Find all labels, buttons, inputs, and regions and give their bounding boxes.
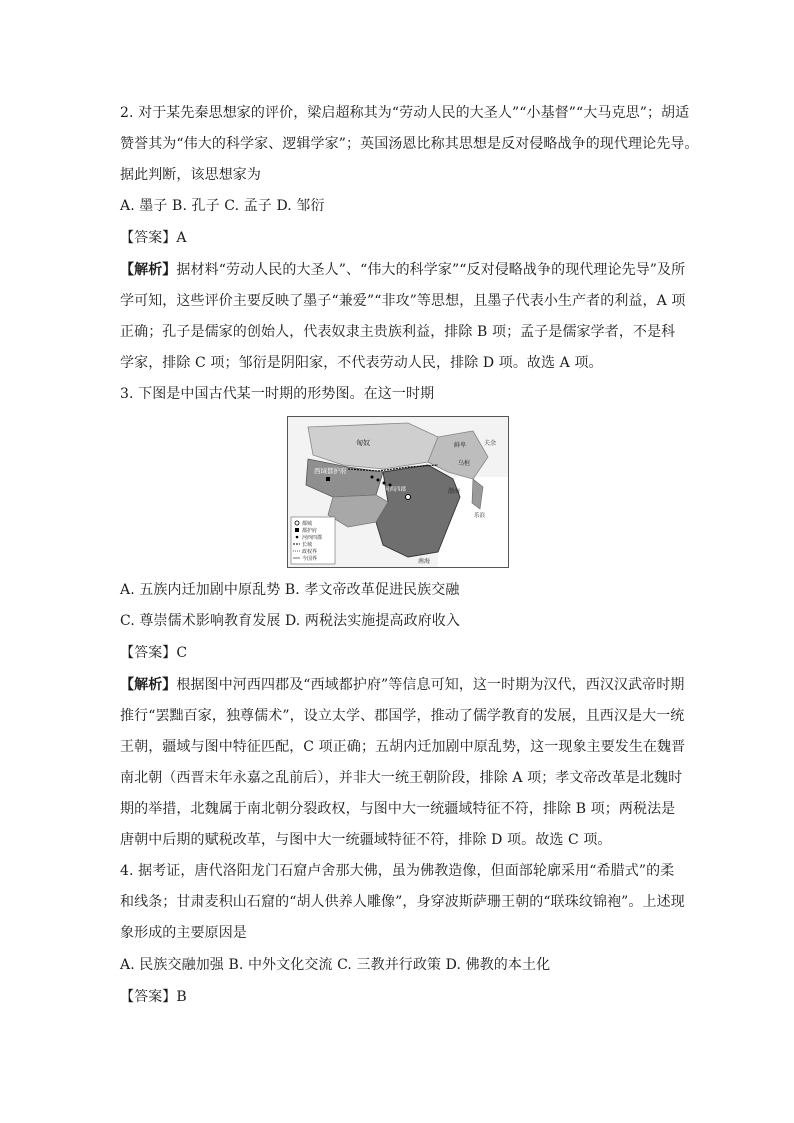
hexi-commandery-marker xyxy=(377,479,380,482)
capital-marker xyxy=(406,495,411,500)
q4-stem-line-3: 象形成的主要原因是 xyxy=(120,925,247,941)
q3-stem: 3. 下图是中国古代某一时期的形势图。在这一时期 xyxy=(120,386,435,402)
legend-protectorate-label: 都护府 xyxy=(302,528,318,534)
q3-analysis-label: 【解析】 xyxy=(120,677,177,693)
legend-wall-label: 长城 xyxy=(302,542,313,548)
map-label-bohai: 渤海 xyxy=(448,488,461,495)
q3-analysis-line-5: 期的举措，北魏属于南北朝分裂政权，与图中大一统疆域特征不符，排除 B 项；两税法是 xyxy=(120,801,676,817)
historical-map xyxy=(287,416,509,568)
legend-modern-border-label: 今国界 xyxy=(302,556,318,562)
xiongnu-region xyxy=(308,423,438,469)
q2-stem-line-1: 2. 对于某先秦思想家的评价，梁启超称其为“劳动人民的大圣人”“小基督”“大马克思”；胡适 xyxy=(120,105,690,121)
q2-analysis-line-4: 学家，排除 C 项；邹衍是阴阳家，不代表劳动人民，排除 D 项。故选 A 项。 xyxy=(120,355,603,371)
protectorate-marker xyxy=(326,477,330,481)
hexi-commandery-marker xyxy=(371,476,374,479)
map-graphic xyxy=(288,417,508,567)
q2-analysis-line-1 xyxy=(120,260,685,280)
map-label-nanhai: 南海 xyxy=(418,558,431,565)
legend-hexi-label: 河西四郡 xyxy=(302,535,323,541)
q2-stem-line-2: 赞誉其为“伟大的科学家、逻辑学家”；英国汤恩比称其思想是反对侵略战争的现代理论先导。 xyxy=(120,136,699,152)
legend-capital-label: 都城 xyxy=(302,521,313,527)
q2-stem-line-3: 据此判断，该思想家为 xyxy=(120,167,261,183)
legend-border-label: 政权界 xyxy=(302,549,318,555)
q4-answer: 【答案】B xyxy=(120,989,187,1005)
legend-hexi-symbol xyxy=(296,536,299,539)
q2-analysis-line-2: 学可知，这些评价主要反映了墨子“兼爱”“非攻”等思想，且墨子代表小生产者的利益，A 项 xyxy=(120,293,686,309)
q3-analysis-line-6: 唐朝中后期的赋税改革，与图中大一统疆域特征不符，排除 D 项。故选 C 项。 xyxy=(120,832,612,848)
q3-options-line-1: A. 五族内迁加剧中原乱势 B. 孝文帝改革促进民族交融 xyxy=(120,582,460,598)
map-label-lelang: 乐浪 xyxy=(474,513,486,519)
q4-options: A. 民族交融加强 B. 中外文化交流 C. 三教并行政策 D. 佛教的本土化 xyxy=(120,957,551,973)
map-label-hexi: 河西四郡 xyxy=(384,487,407,493)
q2-analysis-text-1: 据材料“劳动人民的大圣人”、“伟大的科学家”“反对侵略战争的现代理论先导”及所 xyxy=(176,262,686,278)
q2-analysis-line-3: 正确；孔子是儒家的创始人，代表奴隶主贵族利益，排除 B 项；孟子是儒家学者，不是科 xyxy=(120,324,676,340)
q3-analysis-line-2: 推行“罢黜百家，独尊儒术”，设立太学、郡国学，推动了儒学教育的发展，且西汉是大一统 xyxy=(120,708,685,724)
q3-analysis-line-1 xyxy=(120,675,684,695)
q2-analysis-label: 【解析】 xyxy=(120,262,177,278)
q3-options-line-2: C. 尊崇儒术影响教育发展 D. 两税法实施提高政府收入 xyxy=(120,613,460,629)
hexi-commandery-marker xyxy=(383,482,386,485)
map-label-fuyu: 夫余 xyxy=(484,440,497,447)
q3-analysis-text-1: 根据图中河西四郡及“西域都护府”等信息可知，这一时期为汉代，西汉汉武帝时期 xyxy=(176,677,685,693)
q3-answer: 【答案】C xyxy=(120,645,188,661)
map-label-xiyu: 西域都护府 xyxy=(314,467,347,475)
legend-protectorate-symbol xyxy=(295,528,299,532)
q3-analysis-line-4: 南北朝（西晋末年永嘉之乱前后），并非大一统王朝阶段，排除 A 项；孝文帝改革是北魏时 xyxy=(120,770,683,786)
map-label-xianbei: 鲜卑 xyxy=(454,442,467,449)
q2-options: A. 墨子 B. 孔子 C. 孟子 D. 邹衍 xyxy=(120,198,325,214)
q4-stem-line-2: 和线条；甘肃麦积山石窟的“胡人供养人雕像”，身穿波斯萨珊王朝的“联珠纹锦袍”。上述现 xyxy=(120,894,685,910)
q2-answer: 【答案】A xyxy=(120,230,187,246)
q4-stem-line-1: 4. 据考证，唐代洛阳龙门石窟卢舍那大佛，虽为佛教造像，但面部轮廓采用“希腊式”的柔 xyxy=(120,863,675,879)
legend-capital-symbol xyxy=(295,521,299,525)
q3-analysis-line-3: 王朝，疆域与图中特征匹配，C 项正确；五胡内迁加剧中原乱势，这一现象主要发生在魏晋 xyxy=(120,739,686,755)
map-label-xiongnu: 匈奴 xyxy=(356,439,370,447)
map-label-wuhuan: 乌桓 xyxy=(458,460,471,467)
